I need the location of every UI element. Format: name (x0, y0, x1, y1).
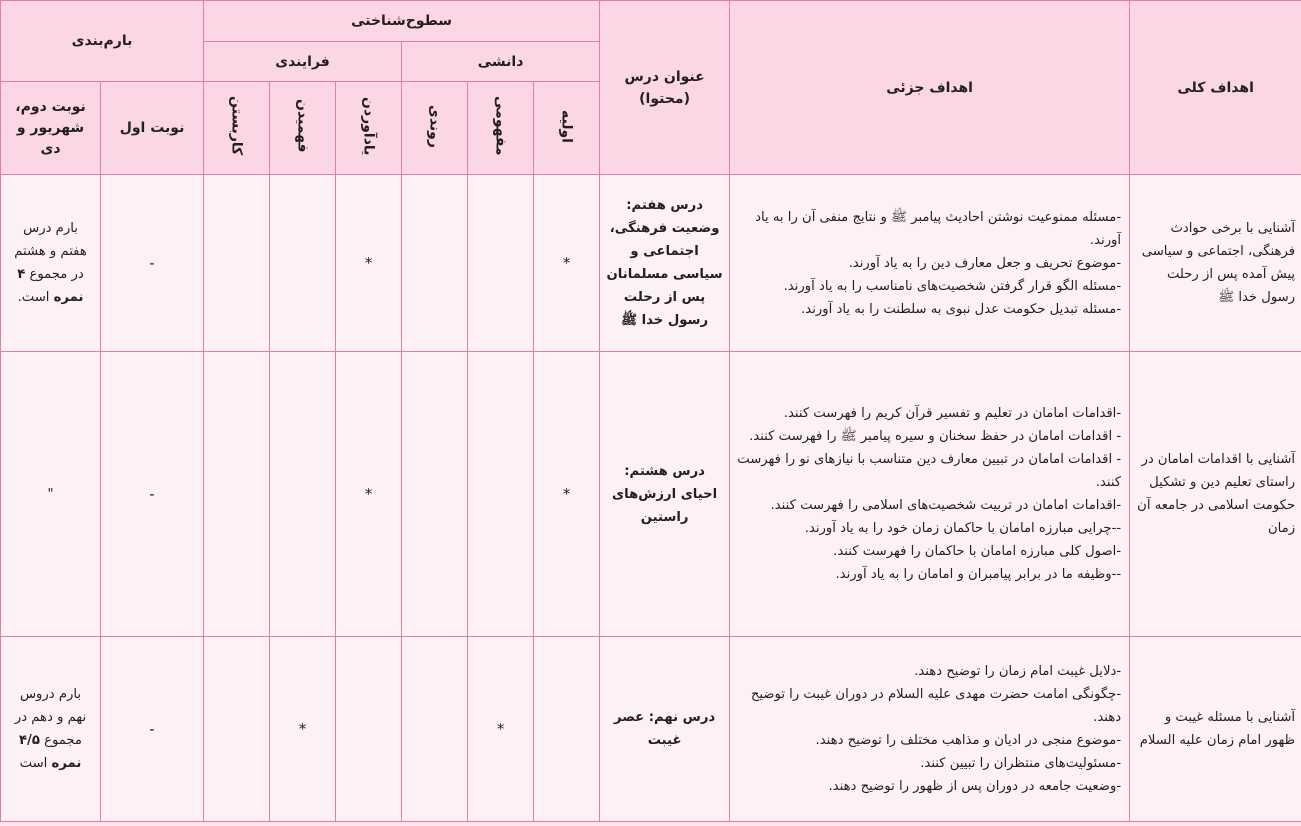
header-partial-goals: اهداف جزئی (730, 1, 1130, 175)
first-turn-score: - (101, 352, 204, 637)
second-turn-score (1, 637, 101, 822)
second-turn-score (1, 175, 101, 352)
partial-goal-item: -موضوع منجی در ادیان و مذاهب مختلف را توضیح دهند. (815, 733, 1122, 748)
partial-goal-item: -اقدامات امامان در تربیت شخصیت‌های اسلامی را فهرست کنند. (770, 498, 1122, 513)
table-row (1, 175, 1301, 352)
mark-primary: * (534, 175, 600, 352)
partial-goal-item: --وظیفه ما در برابر پیامبران و امامان را به یاد آورند. (835, 567, 1122, 582)
score-text: بارم دروس نهم و دهم در مجموع (14, 687, 87, 748)
first-turn-score: - (101, 175, 204, 352)
mark-apply (204, 175, 270, 352)
header-knowledge: دانشی (402, 42, 600, 82)
mark-apply (204, 637, 270, 822)
mark-conceptual (468, 175, 534, 352)
general-goal: آشنایی با مسئله غیبت و ظهور امام زمان عليه السلام (1130, 637, 1301, 822)
mark-primary: * (534, 352, 600, 637)
mark-procedural (402, 175, 468, 352)
mark-procedural (402, 352, 468, 637)
partial-goal-item: -مسئله الگو قرار گرفتن شخصیت‌های نامناسب را به یاد آورند. (783, 278, 1122, 294)
lesson-title: درس هشتم: احیای ارزش‌های راستین (600, 352, 730, 637)
second-turn-score (1, 352, 101, 637)
mark-conceptual: * (468, 637, 534, 822)
partial-goal-item: -مسئله تبدیل حکومت عدل نبوی به سلطنت را به یاد آورند. (801, 301, 1122, 317)
header-level-primary-label: اولیه (558, 109, 575, 143)
header-second-turn: نوبت دوم، شهریور و دی (1, 82, 101, 175)
partial-goal-item: -وضعیت جامعه در دوران پس از ظهور را توضیح دهند. (828, 779, 1122, 794)
header-cognitive-levels: سطوح‌شناختی (204, 1, 600, 42)
mark-primary (534, 637, 600, 822)
header-level-primary (534, 82, 600, 175)
header-level-conceptual-label: مفهومی (492, 96, 509, 156)
score-suffix: است (19, 756, 52, 771)
mark-conceptual (468, 352, 534, 637)
header-level-remember (336, 82, 402, 175)
partial-goal-item: -دلایل غیبت امام زمان را توضیح دهند. (914, 664, 1122, 679)
partial-goal-item: - اقدامات امامان در حفظ سخنان و سیره پیامبر ﷺ را فهرست کنند. (749, 429, 1122, 444)
score-text: " (47, 486, 54, 502)
partial-goal-item: -مسئولیت‌های منتظران را تبیین کنند. (920, 756, 1122, 771)
partial-goal-item: -چگونگی امامت حضرت مهدی عليه السلام در دوران غیبت را توضیح دهند. (750, 687, 1122, 725)
header-scoring: بارم‌بندی (1, 1, 204, 82)
header-level-apply (204, 82, 270, 175)
score-suffix: است. (17, 290, 54, 305)
general-goal: آشنایی با برخی حوادث فرهنگی، اجتماعی و سیاسی پیش آمده پس از رحلت رسول خدا ﷺ (1130, 175, 1301, 352)
header-level-remember-label: یادآوردن (360, 96, 377, 156)
mark-understand (270, 175, 336, 352)
partial-goal-item: -اقدامات امامان در تعلیم و تفسیر قرآن کریم را فهرست کنند. (783, 406, 1122, 421)
score-value: ۴ نمره (17, 267, 84, 305)
lesson-title: درس نهم: عصر غیبت (600, 637, 730, 822)
partial-goal-item: -مسئله ممنوعیت نوشتن احادیث پیامبر ﷺ و نتایج منفی آن را به یاد آورند. (755, 209, 1122, 248)
partial-goals (730, 175, 1130, 352)
first-turn-score: - (101, 637, 204, 822)
mark-apply (204, 352, 270, 637)
header-first-turn: نوبت اول (101, 82, 204, 175)
partial-goal-item: -موضوع تحریف و جعل معارف دین را به یاد آورند. (848, 255, 1122, 271)
mark-remember (336, 637, 402, 822)
table-row (1, 637, 1301, 822)
mark-understand: * (270, 637, 336, 822)
lesson-title: درس هفتم: وضعیت فرهنگی، اجتماعی و سیاسی مسلمانان پس از رحلت رسول خدا ﷺ (600, 175, 730, 352)
table-row (1, 352, 1301, 637)
general-goal: آشنایی با اقدامات امامان در راستای تعلیم دین و تشکیل حکومت اسلامی در جامعه آن زمان (1130, 352, 1301, 637)
header-general-goals: اهداف کلی (1130, 1, 1301, 175)
partial-goal-item: -اصول کلی مبارزه امامان با حاکمان را فهرست کنند. (833, 544, 1122, 559)
score-value: ۴/۵ نمره (19, 733, 82, 771)
partial-goal-item: - اقدامات امامان در تبیین معارف دین متناسب با نیازهای نو را فهرست کنند. (737, 452, 1122, 490)
partial-goal-item: --چرایی مبارزه امامان با حاکمان زمان خود را به یاد آورند. (804, 521, 1122, 536)
header-level-understand-label: فهمیدن (294, 99, 311, 153)
mark-remember: * (336, 175, 402, 352)
header-lesson-title: عنوان درس (محتوا) (600, 1, 730, 175)
score-text: بارم درس هفتم و هشتم در مجموع (14, 221, 87, 282)
mark-procedural (402, 637, 468, 822)
header-level-understand (270, 82, 336, 175)
partial-goals (730, 352, 1130, 637)
header-level-conceptual (468, 82, 534, 175)
header-level-procedural-label: روندی (426, 104, 443, 148)
mark-understand (270, 352, 336, 637)
header-level-apply-label: کاربستن (228, 96, 245, 156)
mark-remember: * (336, 352, 402, 637)
header-level-procedural (402, 82, 468, 175)
header-process: فرایندی (204, 42, 402, 82)
partial-goals (730, 637, 1130, 822)
